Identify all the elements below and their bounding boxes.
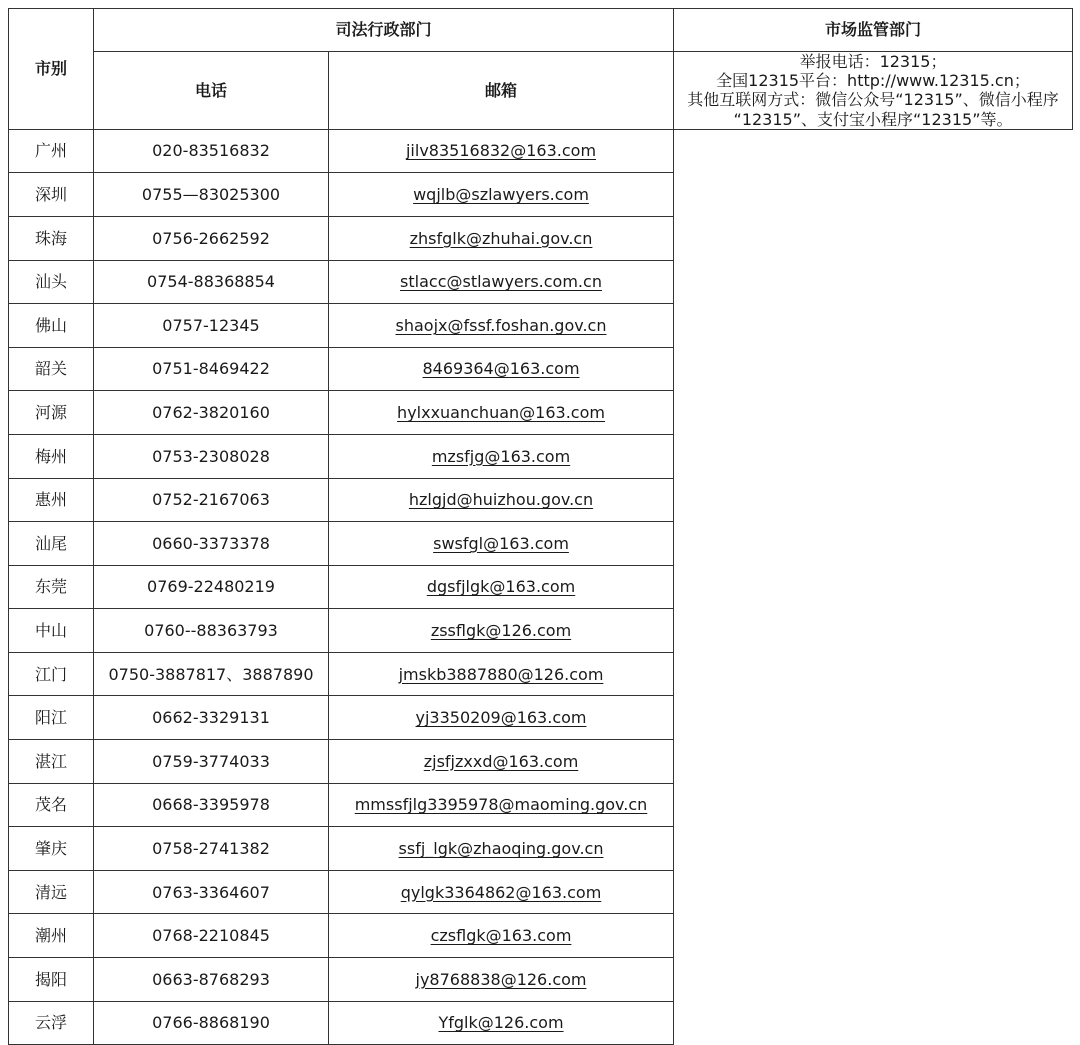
phone-cell: 0769-22480219 — [94, 565, 329, 609]
city-cell: 清远 — [9, 870, 94, 914]
table-body — [9, 129, 1073, 1044]
table-row — [9, 958, 1073, 1002]
table-row — [9, 478, 1073, 522]
table-row — [9, 1001, 1073, 1045]
phone-cell: 0762-3820160 — [94, 391, 329, 435]
phone-cell: 0755—83025300 — [94, 173, 329, 217]
header-justice-dept: 司法行政部门 — [94, 9, 674, 52]
market-info-cell — [674, 52, 1073, 130]
table-row — [9, 870, 1073, 914]
table-row — [9, 914, 1073, 958]
table-row — [9, 216, 1073, 260]
email-link[interactable]: wqjlb@szlawyers.com — [413, 185, 589, 205]
phone-cell: 0759-3774033 — [94, 740, 329, 784]
header-city: 市别 — [9, 9, 94, 130]
city-cell: 深圳 — [9, 173, 94, 217]
email-link[interactable]: zssflgk@126.com — [430, 620, 572, 640]
city-cell: 广州 — [9, 129, 94, 173]
phone-cell: 020-83516832 — [94, 129, 329, 173]
email-link[interactable]: yj3350209@163.com — [415, 708, 587, 728]
city-cell: 茂名 — [9, 783, 94, 827]
phone-cell: 0754-88368854 — [94, 260, 329, 304]
email-link[interactable]: qylgk3364862@163.com — [400, 882, 602, 902]
city-cell: 东莞 — [9, 565, 94, 609]
city-cell: 河源 — [9, 391, 94, 435]
email-cell — [329, 173, 674, 217]
phone-cell: 0766-8868190 — [94, 1001, 329, 1045]
phone-cell: 0668-3395978 — [94, 783, 329, 827]
city-cell: 阳江 — [9, 696, 94, 740]
city-cell: 揭阳 — [9, 958, 94, 1002]
email-link[interactable]: dgsfjlgk@163.com — [426, 577, 576, 597]
phone-cell: 0763-3364607 — [94, 870, 329, 914]
market-info-line: “12315”、支付宝小程序“12315”等。 — [733, 109, 1013, 129]
city-cell: 湛江 — [9, 740, 94, 784]
table-row — [9, 434, 1073, 478]
city-cell: 潮州 — [9, 914, 94, 958]
city-cell: 韶关 — [9, 347, 94, 391]
email-link[interactable]: shaojx@fssf.foshan.gov.cn — [395, 315, 607, 335]
email-cell — [329, 696, 674, 740]
email-cell — [329, 958, 674, 1002]
phone-cell: 0752-2167063 — [94, 478, 329, 522]
table-row — [9, 740, 1073, 784]
email-cell — [329, 914, 674, 958]
city-cell: 云浮 — [9, 1001, 94, 1045]
contacts-table — [8, 8, 1073, 1045]
email-cell — [329, 478, 674, 522]
email-link[interactable]: swsfgl@163.com — [433, 533, 569, 553]
phone-cell: 0753-2308028 — [94, 434, 329, 478]
email-link[interactable]: hzlgjd@huizhou.gov.cn — [408, 490, 594, 510]
email-link[interactable]: jilv83516832@163.com — [405, 141, 597, 161]
phone-cell: 0757-12345 — [94, 304, 329, 348]
city-cell: 珠海 — [9, 216, 94, 260]
email-cell — [329, 1001, 674, 1045]
phone-cell: 0758-2741382 — [94, 827, 329, 871]
email-cell — [329, 522, 674, 566]
email-link[interactable]: zhsfglk@zhuhai.gov.cn — [409, 228, 593, 248]
header-email: 邮箱 — [329, 52, 674, 130]
phone-cell: 0660-3373378 — [94, 522, 329, 566]
email-link[interactable]: jy8768838@126.com — [415, 969, 587, 989]
market-info-line: 全国12315平台：http://www.12315.cn； — [716, 71, 1030, 91]
table-row — [9, 609, 1073, 653]
table-row — [9, 173, 1073, 217]
table-row — [9, 565, 1073, 609]
table-row — [9, 522, 1073, 566]
email-cell — [329, 391, 674, 435]
email-cell — [329, 260, 674, 304]
table-row — [9, 304, 1073, 348]
phone-cell: 0756-2662592 — [94, 216, 329, 260]
email-cell — [329, 652, 674, 696]
city-cell: 汕头 — [9, 260, 94, 304]
header-phone: 电话 — [94, 52, 329, 130]
table-row — [9, 129, 1073, 173]
phone-cell: 0662-3329131 — [94, 696, 329, 740]
email-link[interactable]: hylxxuanchuan@163.com — [397, 403, 605, 423]
city-cell: 肇庆 — [9, 827, 94, 871]
table-row — [9, 347, 1073, 391]
phone-cell: 0750-3887817、3887890 — [94, 652, 329, 696]
email-link[interactable]: mzsfjg@163.com — [431, 446, 571, 466]
phone-cell: 0751-8469422 — [94, 347, 329, 391]
table-row — [9, 391, 1073, 435]
email-cell — [329, 304, 674, 348]
city-cell: 中山 — [9, 609, 94, 653]
email-cell — [329, 565, 674, 609]
market-info-line: 举报电话：12315； — [799, 52, 947, 71]
email-link[interactable]: zjsfjzxxd@163.com — [423, 751, 579, 771]
table-row — [9, 783, 1073, 827]
email-link[interactable]: czsflgk@163.com — [430, 926, 572, 946]
city-cell: 江门 — [9, 652, 94, 696]
header-market-dept: 市场监管部门 — [674, 9, 1073, 52]
city-cell: 汕尾 — [9, 522, 94, 566]
email-cell — [329, 216, 674, 260]
email-link[interactable]: stlacc@stlawyers.com.cn — [400, 272, 602, 292]
email-link[interactable]: ssfj_lgk@zhaoqing.gov.cn — [398, 838, 604, 858]
phone-cell: 0768-2210845 — [94, 914, 329, 958]
phone-cell: 0760--88363793 — [94, 609, 329, 653]
email-cell — [329, 827, 674, 871]
city-cell: 佛山 — [9, 304, 94, 348]
table-row — [9, 696, 1073, 740]
table-row — [9, 652, 1073, 696]
city-cell: 梅州 — [9, 434, 94, 478]
market-info-line: 其他互联网方式：微信公众号“12315”、微信小程序 — [687, 90, 1059, 110]
email-cell — [329, 129, 674, 173]
email-cell — [329, 434, 674, 478]
email-link[interactable]: mmssfjlg3395978@maoming.gov.cn — [354, 795, 648, 815]
email-link[interactable]: Yfglk@126.com — [438, 1013, 564, 1033]
email-cell — [329, 783, 674, 827]
email-cell — [329, 870, 674, 914]
table-row — [9, 260, 1073, 304]
phone-cell: 0663-8768293 — [94, 958, 329, 1002]
email-cell — [329, 740, 674, 784]
email-link[interactable]: jmskb3887880@126.com — [398, 664, 604, 684]
email-cell — [329, 609, 674, 653]
city-cell: 惠州 — [9, 478, 94, 522]
email-link[interactable]: 8469364@163.com — [422, 359, 580, 379]
email-cell — [329, 347, 674, 391]
table-row — [9, 827, 1073, 871]
